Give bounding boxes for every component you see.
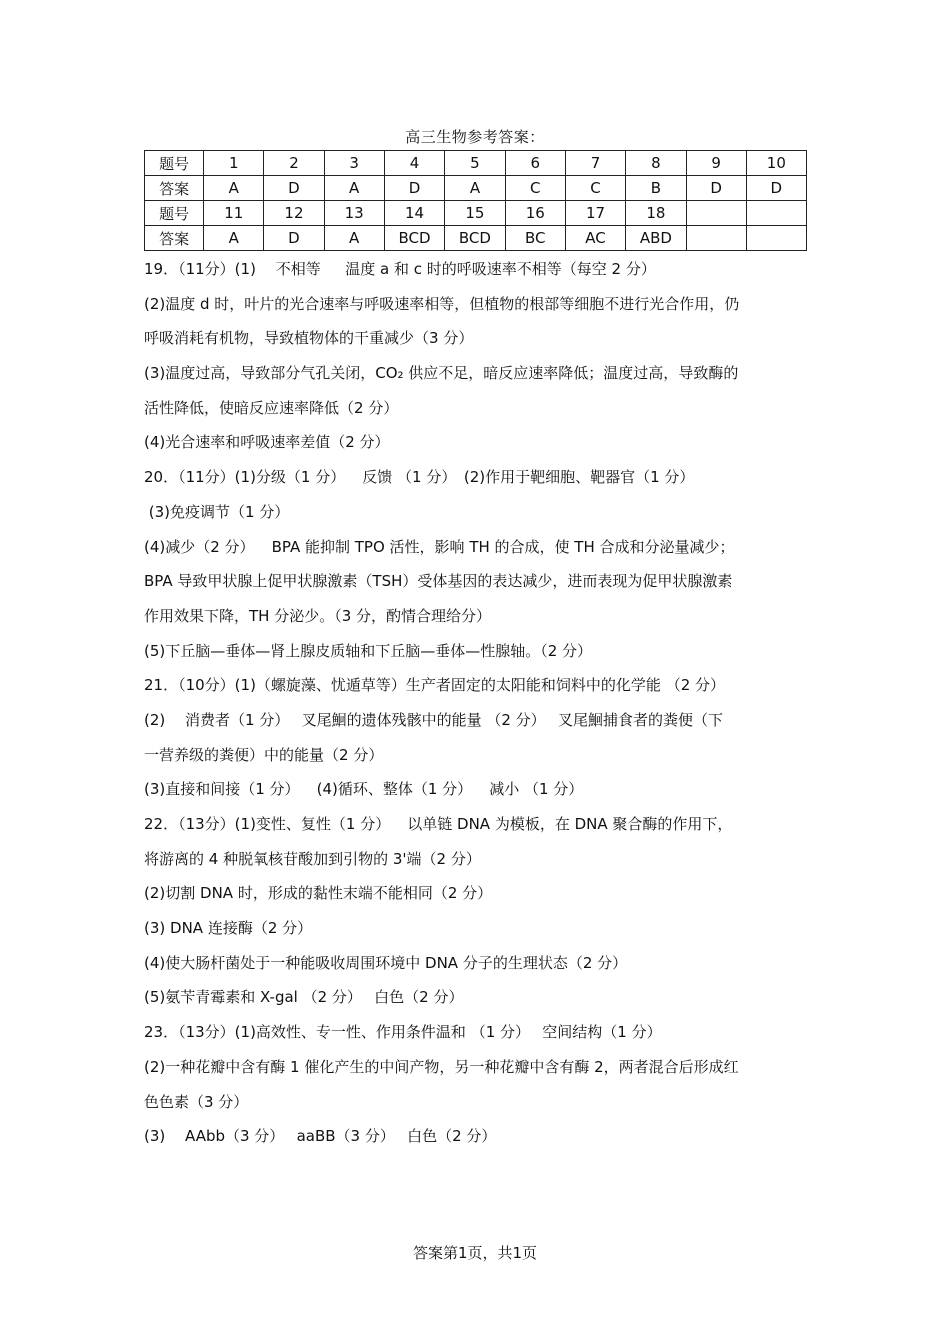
table-cell: BCD [384, 226, 444, 251]
answer-line: (3)免疫调节（1 分） [144, 502, 290, 521]
table-cell: 6 [505, 151, 565, 176]
answer-line: 20．（11分）(1)分级（1 分） 反馈 （1 分） (2)作用于靶细胞、靶器官（1 分） [144, 468, 695, 487]
table-cell: B [626, 176, 686, 201]
table-row [145, 151, 807, 176]
page-title: 高三生物参考答案： [405, 128, 545, 146]
table-cell: BC [505, 226, 565, 251]
table-cell: A [445, 176, 505, 201]
answer-line: 活性降低，使暗反应速率降低（2 分） [144, 398, 399, 417]
table-cell: A [204, 176, 264, 201]
answer-line: (3)直接和间接（1 分） (4)循环、整体（1 分） 减小 （1 分） [144, 780, 584, 799]
table-cell: BCD [445, 226, 505, 251]
row-header-cell: 题号 [145, 201, 204, 226]
table-cell: 5 [445, 151, 505, 176]
answer-line: (5)氨苄青霉素和 X-gal （2 分） 白色（2 分） [144, 988, 464, 1007]
row-header-cell: 题号 [145, 151, 204, 176]
answer-line: 作用效果下降，TH 分泌少。（3 分，酌情合理给分） [144, 606, 492, 625]
table-cell: C [565, 176, 625, 201]
answer-line: (4)减少（2 分） BPA 能抑制 TPO 活性，影响 TH 的合成，使 TH 合成和分泌量减少； [144, 537, 735, 556]
table-cell [686, 201, 746, 226]
table-cell: 7 [565, 151, 625, 176]
answer-line: 色色素（3 分） [144, 1092, 249, 1111]
table-cell: D [686, 176, 746, 201]
table-cell [686, 226, 746, 251]
table-cell: A [324, 176, 384, 201]
table-cell: 16 [505, 201, 565, 226]
table-cell: 18 [626, 201, 686, 226]
table-row [145, 201, 807, 226]
table-cell: AC [565, 226, 625, 251]
answer-line: (2)切割 DNA 时，形成的黏性末端不能相同（2 分） [144, 884, 493, 903]
table-cell: C [505, 176, 565, 201]
answer-line: 呼吸消耗有机物，导致植物体的干重减少（3 分） [144, 329, 474, 348]
table-cell: A [324, 226, 384, 251]
answer-line: (2)一种花瓣中含有酶 1 催化产生的中间产物，另一种花瓣中含有酶 2，两者混合后形成红 [144, 1057, 739, 1076]
table-cell: D [746, 176, 806, 201]
table-cell [746, 226, 806, 251]
answer-line: 一营养级的粪便）中的能量（2 分） [144, 745, 384, 764]
answer-table [144, 150, 807, 251]
answer-line: BPA 导致甲状腺上促甲状腺激素（TSH）受体基因的表达减少，进而表现为促甲状腺激素 [144, 572, 733, 591]
answer-line: 21．（10分）(1)（螺旋藻、忧遁草等）生产者固定的太阳能和饲料中的化学能 （2 分） [144, 676, 726, 695]
table-cell: D [264, 176, 324, 201]
answer-line: 将游离的 4 种脱氧核苷酸加到引物的 3'端（2 分） [144, 849, 481, 868]
table-cell: 1 [204, 151, 264, 176]
table-cell: 4 [384, 151, 444, 176]
table-cell: A [204, 226, 264, 251]
answer-line: 23．（13分）(1)高效性、专一性、作用条件温和 （1 分） 空间结构（1 分） [144, 1023, 662, 1042]
answer-line: 22．（13分）(1)变性、复性（1 分） 以单链 DNA 为模板，在 DNA 聚合酶的作用下， [144, 815, 733, 833]
answer-line: (3)温度过高，导致部分气孔关闭，CO₂ 供应不足，暗反应速率降低；温度过高，导致酶的 [144, 364, 739, 383]
table-cell [746, 201, 806, 226]
answer-line: (2)温度 d 时，叶片的光合速率与呼吸速率相等，但植物的根部等细胞不进行光合作用，仍 [144, 294, 740, 313]
answer-line: (4)使大肠杆菌处于一种能吸收周围环境中 DNA 分子的生理状态（2 分） [144, 953, 628, 972]
table-cell: 14 [384, 201, 444, 226]
table-row [145, 226, 807, 251]
table-row [145, 176, 807, 201]
table-cell: 10 [746, 151, 806, 176]
page-footer: 答案第1页，共1页 [412, 1244, 538, 1262]
table-cell: D [384, 176, 444, 201]
answer-line: (3) DNA 连接酶（2 分） [144, 919, 313, 938]
answer-line: (2) 消费者（1 分） 叉尾鮰的遗体残骸中的能量 （2 分） 叉尾鮰捕食者的粪便（下 [144, 710, 723, 729]
table-cell: 15 [445, 201, 505, 226]
table-cell: 11 [204, 201, 264, 226]
table-cell: 9 [686, 151, 746, 176]
answer-line: (3) AAbb（3 分） aaBB（3 分） 白色（2 分） [144, 1127, 497, 1146]
table-cell: 2 [264, 151, 324, 176]
table-cell: 17 [565, 201, 625, 226]
table-cell: 8 [626, 151, 686, 176]
row-header-cell: 答案 [145, 176, 204, 201]
table-cell: 12 [264, 201, 324, 226]
row-header-cell: 答案 [145, 226, 204, 251]
table-cell: 13 [324, 201, 384, 226]
table-cell: 3 [324, 151, 384, 176]
answer-line: 19．（11分）(1) 不相等 温度 a 和 c 时的呼吸速率不相等（每空 2 分） [144, 260, 656, 278]
table-cell: D [264, 226, 324, 251]
answer-text [144, 252, 814, 1154]
table-cell: ABD [626, 226, 686, 251]
answer-line: (4)光合速率和呼吸速率差值（2 分） [144, 433, 390, 452]
answer-line: (5)下丘脑—垂体—肾上腺皮质轴和下丘脑—垂体—性腺轴。（2 分） [144, 641, 593, 660]
